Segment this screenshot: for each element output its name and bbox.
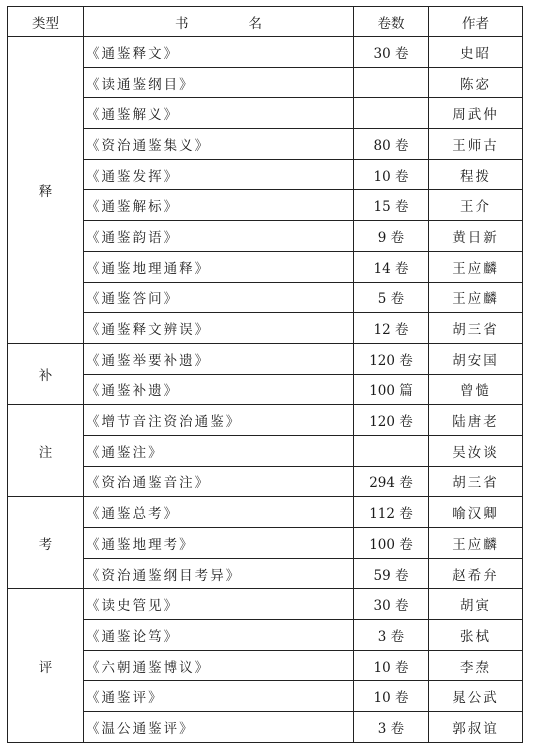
author-cell: 郭叔谊 [429, 712, 523, 743]
book-title-cell: 《通鉴发挥》 [84, 159, 354, 190]
author-cell: 王师古 [429, 129, 523, 160]
author-cell: 陆唐老 [429, 405, 523, 436]
author-cell: 王介 [429, 190, 523, 221]
volume-cell: 80 卷 [354, 129, 429, 160]
author-cell: 胡安国 [429, 343, 523, 374]
category-cell: 释 [8, 37, 84, 344]
author-cell: 李焘 [429, 650, 523, 681]
table-row [8, 129, 523, 160]
book-title-cell: 《通鉴释文》 [84, 37, 354, 68]
table-row [8, 466, 523, 497]
table-row [8, 190, 523, 221]
book-title-cell: 《通鉴论笃》 [84, 620, 354, 651]
author-cell: 赵希弁 [429, 558, 523, 589]
header-volume: 卷数 [354, 7, 429, 37]
category-cell: 补 [8, 343, 84, 404]
volume-cell: 3 卷 [354, 620, 429, 651]
header-title [84, 7, 354, 37]
author-cell: 胡寅 [429, 589, 523, 620]
table-row [8, 497, 523, 528]
author-cell: 黄日新 [429, 221, 523, 252]
volume-cell: 59 卷 [354, 558, 429, 589]
author-cell: 胡三省 [429, 466, 523, 497]
table-row [8, 589, 523, 620]
volume-cell: 3 卷 [354, 712, 429, 743]
table-row [8, 405, 523, 436]
table-row [8, 221, 523, 252]
author-cell: 陈宓 [429, 67, 523, 98]
volume-cell [354, 98, 429, 129]
book-title-cell: 《读史管见》 [84, 589, 354, 620]
table-row [8, 37, 523, 68]
author-cell: 吴汝谈 [429, 435, 523, 466]
header-author: 作者 [429, 7, 523, 37]
header-title-char1: 书 [175, 15, 189, 32]
table-row [8, 650, 523, 681]
book-title-cell: 《通鉴释文辨误》 [84, 313, 354, 344]
header-row [8, 7, 523, 37]
volume-cell: 10 卷 [354, 650, 429, 681]
volume-cell: 120 卷 [354, 405, 429, 436]
category-cell: 注 [8, 405, 84, 497]
book-title-cell: 《通鉴注》 [84, 435, 354, 466]
volume-cell: 30 卷 [354, 589, 429, 620]
volume-cell: 10 卷 [354, 681, 429, 712]
author-cell: 程拨 [429, 159, 523, 190]
book-title-cell: 《资治通鉴集义》 [84, 129, 354, 160]
table-row [8, 343, 523, 374]
book-title-cell: 《六朝通鉴博议》 [84, 650, 354, 681]
book-title-cell: 《增节音注资治通鉴》 [84, 405, 354, 436]
volume-cell: 15 卷 [354, 190, 429, 221]
book-title-cell: 《读通鉴纲目》 [84, 67, 354, 98]
volume-cell: 10 卷 [354, 159, 429, 190]
book-title-cell: 《通鉴解义》 [84, 98, 354, 129]
volume-cell: 30 卷 [354, 37, 429, 68]
author-cell: 曾慥 [429, 374, 523, 405]
table-row [8, 620, 523, 651]
book-title-cell: 《通鉴总考》 [84, 497, 354, 528]
book-title-cell: 《资治通鉴音注》 [84, 466, 354, 497]
volume-cell [354, 435, 429, 466]
author-cell: 周武仲 [429, 98, 523, 129]
author-cell: 王应麟 [429, 282, 523, 313]
volume-cell: 14 卷 [354, 251, 429, 282]
table-row [8, 159, 523, 190]
book-title-cell: 《温公通鉴评》 [84, 712, 354, 743]
author-cell: 胡三省 [429, 313, 523, 344]
table-row [8, 712, 523, 743]
book-title-cell: 《通鉴答问》 [84, 282, 354, 313]
table-row [8, 681, 523, 712]
author-cell: 喻汉卿 [429, 497, 523, 528]
volume-cell: 294 卷 [354, 466, 429, 497]
header-type: 类型 [8, 7, 84, 37]
book-title-cell: 《通鉴地理考》 [84, 528, 354, 559]
volume-cell: 100 卷 [354, 528, 429, 559]
table-row [8, 98, 523, 129]
table-row [8, 313, 523, 344]
book-title-cell: 《通鉴地理通释》 [84, 251, 354, 282]
book-title-cell: 《通鉴评》 [84, 681, 354, 712]
table-row [8, 528, 523, 559]
volume-cell: 12 卷 [354, 313, 429, 344]
table-row [8, 282, 523, 313]
book-title-cell: 《资治通鉴纲目考异》 [84, 558, 354, 589]
book-table [7, 6, 523, 743]
book-title-cell: 《通鉴解标》 [84, 190, 354, 221]
book-title-cell: 《通鉴韵语》 [84, 221, 354, 252]
table-row [8, 374, 523, 405]
header-title-char2: 名 [248, 15, 262, 32]
category-cell: 评 [8, 589, 84, 743]
table-row [8, 251, 523, 282]
category-cell: 考 [8, 497, 84, 589]
volume-cell: 112 卷 [354, 497, 429, 528]
volume-cell: 5 卷 [354, 282, 429, 313]
table-row [8, 67, 523, 98]
table-row [8, 558, 523, 589]
volume-cell: 9 卷 [354, 221, 429, 252]
author-cell: 史昭 [429, 37, 523, 68]
author-cell: 王应麟 [429, 251, 523, 282]
author-cell: 张栻 [429, 620, 523, 651]
volume-cell: 100 篇 [354, 374, 429, 405]
author-cell: 晁公武 [429, 681, 523, 712]
table-row [8, 435, 523, 466]
volume-cell: 120 卷 [354, 343, 429, 374]
book-title-cell: 《通鉴举要补遗》 [84, 343, 354, 374]
book-title-cell: 《通鉴补遗》 [84, 374, 354, 405]
volume-cell [354, 67, 429, 98]
author-cell: 王应麟 [429, 528, 523, 559]
